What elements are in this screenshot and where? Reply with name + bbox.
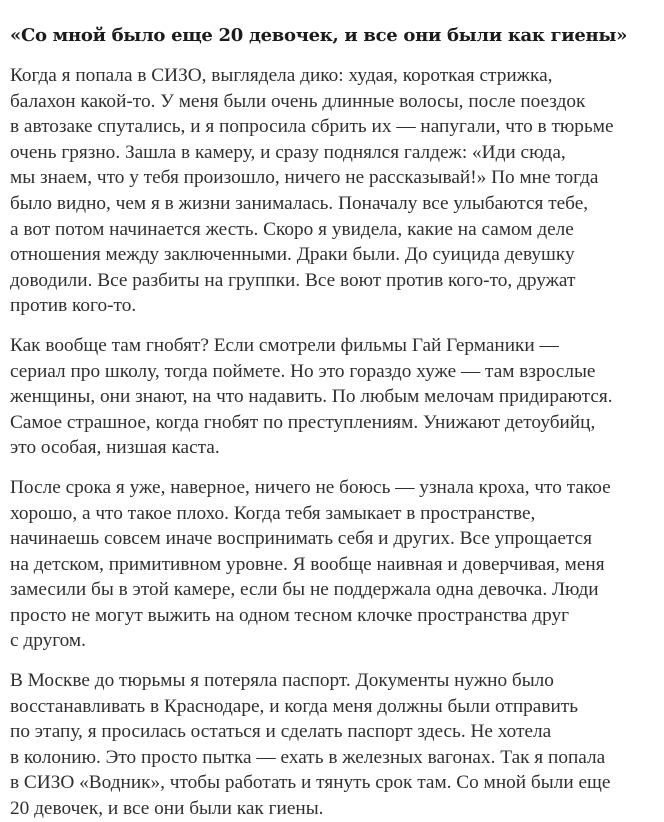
paragraph-line: В Москве до тюрьмы я потеряла паспорт. Документы нужно было <box>10 670 554 692</box>
paragraph-line: отношения между заключенными. Драки были. До суицида девушку <box>10 244 575 266</box>
article-paragraph <box>10 475 654 654</box>
paragraph-line: а вот потом начинается жесть. Скоро я увидела, какие на самом деле <box>10 218 574 240</box>
paragraph-line: мы знаем, что у тебя произошло, ничего не рассказывай!» По мне тогда <box>10 167 599 189</box>
paragraph-line: начинаешь совсем иначе воспринимать себя и других. Все упрощается <box>10 528 592 550</box>
paragraph-line: Как вообще там гнобят? Если смотрели фильмы Гай Германики — <box>10 334 559 356</box>
paragraph-line: в СИЗО «Водник», чтобы работать и тянуть срок там. Со мной были еще <box>10 772 611 794</box>
paragraph-line: хорошо, а что такое плохо. Когда тебя замыкает в пространстве, <box>10 502 536 524</box>
article-heading: «Со мной было еще 20 девочек, и все они были как гиены» <box>10 25 628 46</box>
paragraph-line: замесили бы в этой камере, если бы не поддержала одна девочка. Люди <box>10 579 599 601</box>
paragraph-line: очень грязно. Зашла в камеру, и сразу поднялся галдеж: «Иди сюда, <box>10 141 566 163</box>
article-body <box>10 63 654 822</box>
paragraph-line: После срока я уже, наверное, ничего не боюсь — узнала кроха, что такое <box>10 476 611 498</box>
paragraph-line: в автозаке спутались, и я попросила сбрить их — напугали, что в тюрьме <box>10 116 614 138</box>
paragraph-line: просто не могут выжить на одном тесном клочке пространства друг <box>10 604 570 626</box>
paragraph-line: восстанавливать в Краснодаре, и когда меня должны были отправить <box>10 695 578 717</box>
paragraph-line: с другом. <box>10 630 86 652</box>
paragraph-line: было видно, чем я в жизни занималась. Поначалу все улыбаются тебе, <box>10 192 589 214</box>
article-paragraph <box>10 333 654 461</box>
paragraph-line: в колонию. Это просто пытка — ехать в железных вагонах. Так я попала <box>10 746 606 768</box>
article-paragraph <box>10 63 654 319</box>
paragraph-line: это особая, низшая каста. <box>10 437 220 459</box>
paragraph-line: против кого-то. <box>10 295 137 317</box>
paragraph-line: доводили. Все разбиты на группки. Все воют против кого-то, дружат <box>10 269 576 291</box>
paragraph-line: сериал про школу, тогда поймете. Но это гораздо хуже — там взрослые <box>10 360 596 382</box>
article-paragraph <box>10 668 654 822</box>
paragraph-line: Когда я попала в СИЗО, выглядела дико: худая, короткая стрижка, <box>10 65 553 86</box>
paragraph-line: Самое страшное, когда гнобят по преступлениям. Унижают детоубийц, <box>10 411 596 433</box>
paragraph-line: на детском, примитивном уровне. Я вообще наивная и доверчивая, меня <box>10 553 605 575</box>
paragraph-line: 20 девочек, и все они были как гиены. <box>10 798 324 820</box>
paragraph-line: балахон какой-то. У меня были очень длинные волосы, после поездок <box>10 90 586 112</box>
paragraph-line: женщины, они знают, на что надавить. По любым мелочам придираются. <box>10 386 613 408</box>
paragraph-line: по этапу, я просилась остаться и сделать паспорт здесь. Не хотела <box>10 721 552 743</box>
